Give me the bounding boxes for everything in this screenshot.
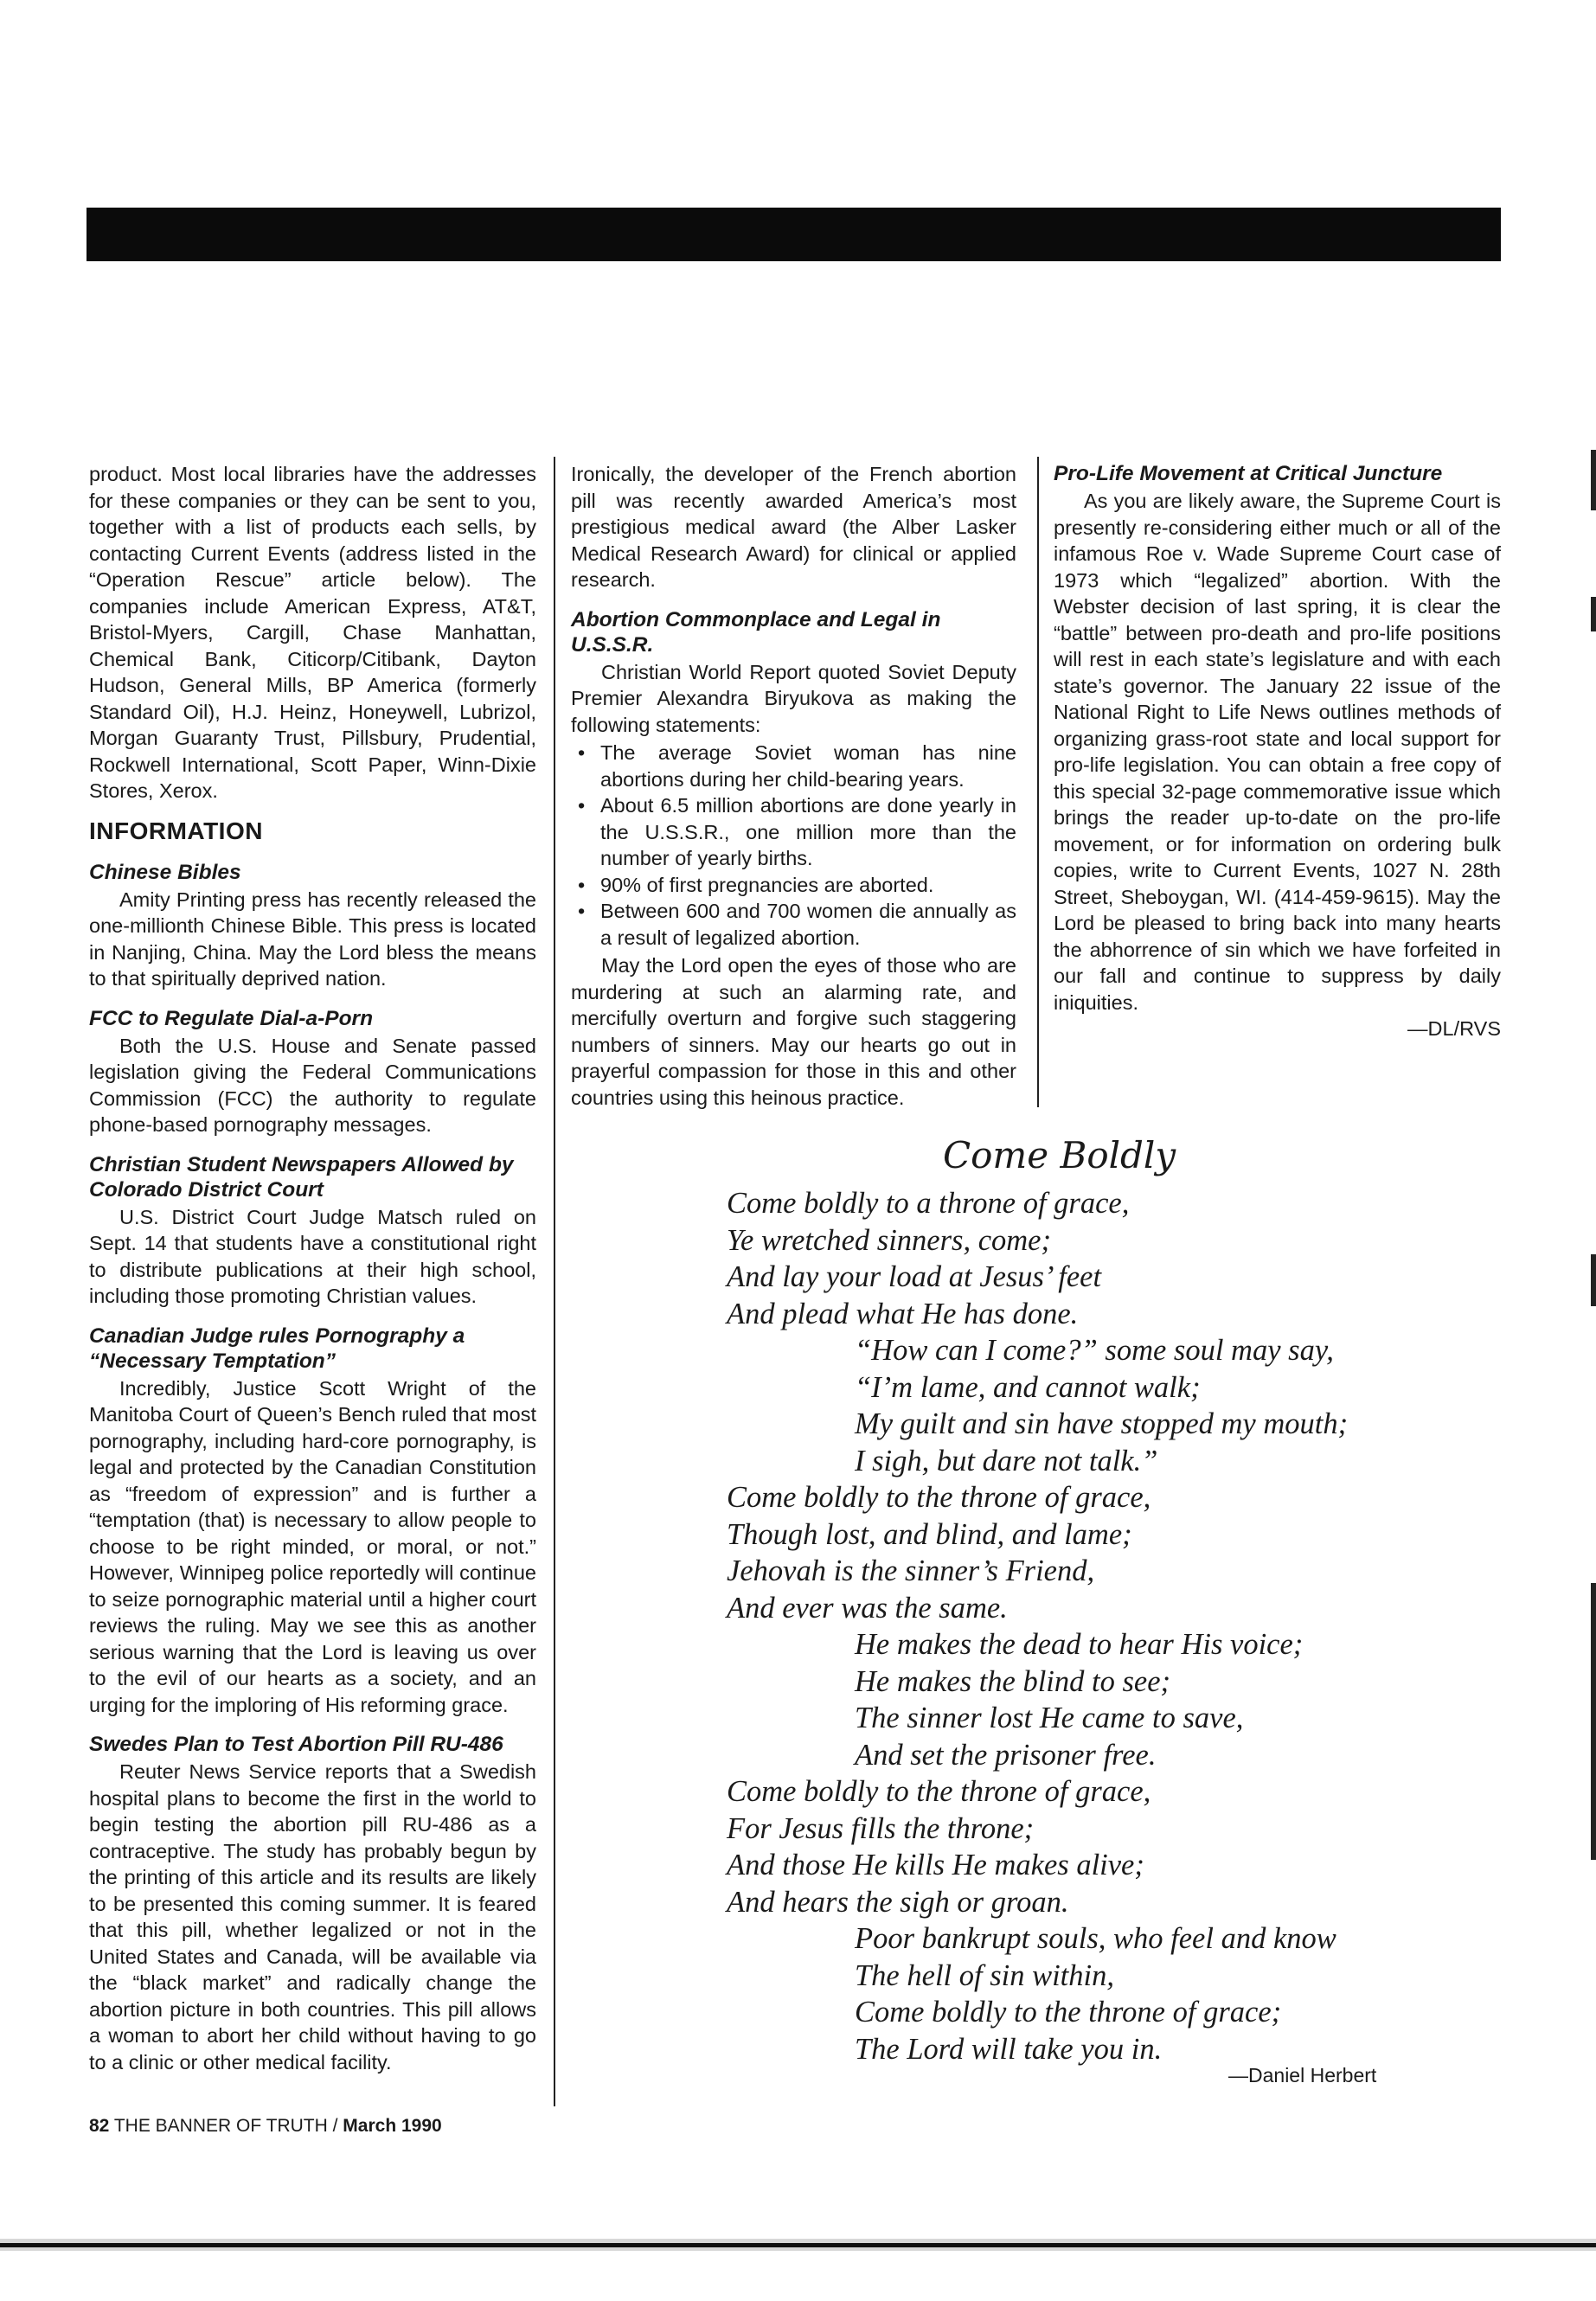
poem-line: My guilt and sin have stopped my mouth; bbox=[855, 1407, 1349, 1440]
poem-line: He makes the dead to hear His voice; bbox=[855, 1628, 1304, 1661]
heading-ussr-abortion: Abortion Commonplace and Legal in U.S.S.R. bbox=[571, 607, 941, 657]
poem-line: And hears the sigh or groan. bbox=[727, 1885, 1069, 1919]
poem-line: He makes the blind to see; bbox=[855, 1664, 1171, 1698]
scan-edge-mark bbox=[1591, 597, 1596, 631]
poem-title: Come Boldly bbox=[943, 1134, 1176, 1176]
poem-line: The hell of sin within, bbox=[855, 1958, 1114, 1992]
list-item: • The average Soviet woman has nine abortions during her child-bearing years. bbox=[571, 740, 1016, 792]
poem-line: Ye wretched sinners, come; bbox=[727, 1223, 1051, 1257]
poem-line: And plead what He has done. bbox=[727, 1297, 1079, 1330]
list-item: • Between 600 and 700 women die annually as a result of legalized abortion. bbox=[571, 898, 1016, 951]
scan-edge-mark bbox=[1591, 1254, 1596, 1306]
heading-canadian-judge: Canadian Judge rules Pornography a “Necessary Temptation” bbox=[89, 1324, 465, 1373]
signature: —DL/RVS bbox=[1407, 1017, 1501, 1040]
poem-line: Come boldly to the throne of grace, bbox=[727, 1481, 1151, 1514]
poem-line: Come boldly to the throne of grace; bbox=[855, 1996, 1282, 2029]
column-middle bbox=[571, 461, 1016, 1111]
paragraph-companies: product. Most local libraries have the addresses for these companies or they can be sent to you, together with a list of products each sells, by contacting Current Events (address listed in the “Operation Rescue” article below). The companies include American Express, AT&T, Bristol-Myers, Cargill, Chase Manhattan, Chemical Bank, Citicorp/Citibank, Dayton Hudson, General Mills, BP America (formerly Standard Oil), H.J. Heinz, Honeywell, Lubrizol, Morgan Guaranty Trust, Pillsbury, Prudential, Rockwell International, Scott Paper, Winn-Dixie Stores, Xerox. bbox=[89, 463, 536, 802]
poem-line: And set the prisoner free. bbox=[855, 1738, 1157, 1772]
poem-line: For Jesus fills the throne; bbox=[727, 1811, 1035, 1845]
column-divider bbox=[554, 457, 555, 2106]
scan-edge-mark bbox=[1591, 450, 1596, 510]
heading-student-newspapers: Christian Student Newspapers Allowed by Colorado District Court bbox=[89, 1152, 514, 1202]
paragraph-student-newspapers: U.S. District Court Judge Matsch ruled on Sept. 14 that students have a constitutional right to distribute publications at their high school, including those promoting Christian values. bbox=[89, 1205, 536, 1307]
poem-line: And lay your load at Jesus’ feet bbox=[727, 1260, 1102, 1293]
list-item: • 90% of first pregnancies are aborted. bbox=[571, 872, 1016, 899]
paragraph-closing-prayer: May the Lord open the eyes of those who are murdering at such an alarming rate, and mercifully overturn and forgive such staggering numbers of sinners. May our hearts go out in prayerful compassion for those in this and other countries using this heinous practice. bbox=[571, 954, 1016, 1109]
poem-line: The sinner lost He came to save, bbox=[855, 1702, 1244, 1734]
heading-swedes-abortion-pill: Swedes Plan to Test Abortion Pill RU-486 bbox=[89, 1733, 503, 1756]
paragraph-pro-life: As you are likely aware, the Supreme Court is presently re-considering either much or all of the infamous Roe v. Wade Supreme Court case of 1973 which “legalized” abortion. With the Webster decision of last spring, it is clear the “battle” between pro-death and pro-life positions will rest in each state’s legislature and with each state’s governor. The January 22 issue of the National Right to Life News outlines methods of organizing grass-root state and local support for pro-life legislation. You can obtain a free copy of this special 32-page commemorative issue which brings the reader up-to-date on the pro-life movement, or for information on ordering bulk copies, write to Current Events, 1027 N. 28th Street, Sheboygan, WI. (414-459-9615). May the Lord be pleased to bring back into many hearts the abhorrence of sin which we have forfeited in our fall and continue to suppress by daily iniquities. bbox=[1054, 490, 1501, 1014]
poem-line: Jehovah is the sinner’s Friend, bbox=[727, 1554, 1095, 1587]
header-banner-bar bbox=[87, 208, 1501, 261]
poem-line: “I’m lame, and cannot walk; bbox=[855, 1370, 1201, 1404]
paragraph-swedes-abortion-pill: Reuter News Service reports that a Swedish hospital plans to become the first in the world to begin testing the abortion pill RU-486 as a contraceptive. The study has probably begun by the printing of this article and its results are likely to be presented this coming summer. It is feared that this pill, whether legalized or not in the United States and Canada, will be available via the “black market” and radically change the abortion picture in both countries. This pill allows a woman to abort her child without having to go to a clinic or other medical facility. bbox=[89, 1760, 536, 2073]
poem bbox=[727, 1185, 1348, 2067]
heading-fcc: FCC to Regulate Dial-a-Porn bbox=[89, 1006, 374, 1030]
poem-author: —Daniel Herbert bbox=[1228, 2064, 1377, 2086]
paragraph-ussr-abortion: Christian World Report quoted Soviet Deputy Premier Alexandra Biryukova as making the following statements: bbox=[571, 660, 1016, 736]
poem-line: And ever was the same. bbox=[727, 1591, 1008, 1625]
poem-line: Come boldly to the throne of grace, bbox=[727, 1775, 1151, 1808]
scan-edge-mark bbox=[1591, 1583, 1596, 1860]
list-item: • About 6.5 million abortions are done yearly in the U.S.S.R., one million more than the number of yearly births. bbox=[571, 792, 1016, 872]
poem-line: Poor bankrupt souls, who feel and know bbox=[855, 1922, 1336, 1955]
heading-chinese-bibles: Chinese Bibles bbox=[89, 860, 241, 884]
publication-name: THE BANNER OF TRUTH / bbox=[113, 2116, 338, 2136]
column-left bbox=[89, 461, 536, 2075]
poem-line: And those He kills He makes alive; bbox=[727, 1849, 1144, 1881]
statement-list bbox=[571, 740, 1016, 951]
poem-line: Though lost, and blind, and lame; bbox=[727, 1517, 1132, 1551]
page-number: 82 bbox=[89, 2116, 110, 2136]
poem-line: “How can I come?” some soul may say, bbox=[855, 1334, 1334, 1367]
column-right bbox=[1054, 461, 1501, 1042]
paragraph-canadian-judge: Incredibly, Justice Scott Wright of the Manitoba Court of Queen’s Bench ruled that most pornography, including hard-core pornography, is legal and protected by the Canadian Constitution as “freedom of expression” and is further a “temptation (that) is necessary to allow people to choose to be right minded, or moral, or not.” However, Winnipeg police reportedly will continue to seize pornographic material until a higher court reviews the ruling. May we see this as another serious warning that the Lord is leaving us over to the evil of our hearts as a society, and an urging for the imploring of His reforming grace. bbox=[89, 1376, 536, 1716]
page-footer bbox=[89, 2116, 442, 2137]
scan-bottom-line bbox=[0, 2243, 1596, 2247]
column-divider bbox=[1037, 457, 1039, 1107]
paragraph-fcc: Both the U.S. House and Senate passed legislation giving the Federal Communications Commission (FCC) the authority to regulate phone-based pornography messages. bbox=[89, 1034, 536, 1136]
poem-line: The Lord will take you in. bbox=[855, 2032, 1163, 2066]
paragraph-chinese-bibles: Amity Printing press has recently released the one-millionth Chinese Bible. This press is located in Nanjing, China. May the Lord bless the means to that spiritually deprived nation. bbox=[89, 888, 536, 990]
section-heading-information: INFORMATION bbox=[89, 817, 263, 844]
heading-pro-life: Pro-Life Movement at Critical Juncture bbox=[1054, 462, 1443, 485]
poem-line: I sigh, but dare not talk.” bbox=[855, 1444, 1158, 1477]
poem-line: Come boldly to a throne of grace, bbox=[727, 1187, 1130, 1220]
paragraph-french-pill: Ironically, the developer of the French abortion pill was recently awarded America’s most prestigious medical award (the Alber Lasker Medical Research Award) for clinical or applied research. bbox=[571, 463, 1016, 591]
issue-date: March 1990 bbox=[343, 2116, 442, 2136]
